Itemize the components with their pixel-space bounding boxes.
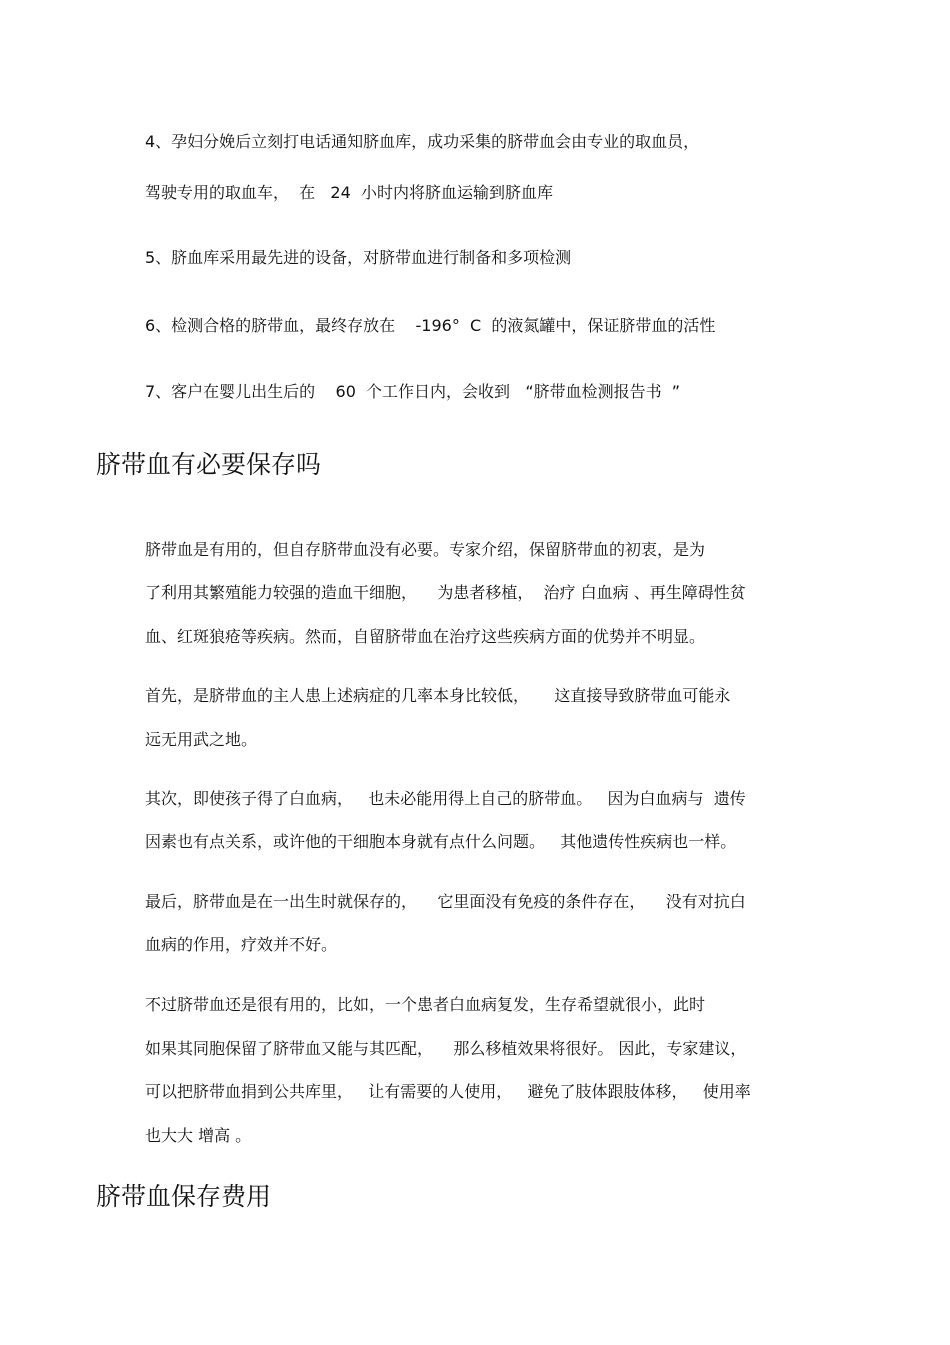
step-4-line-1: 4、孕妇分娩后立刻打电话通知脐血库，成功采集的脐带血会由专业的取血员， (145, 132, 700, 151)
paragraph-line: 血、红斑狼疮等疾病。然而，自留脐带血在治疗这些疾病方面的优势并不明显。 (145, 627, 706, 646)
paragraph-line: 不过脐带血还是很有用的，比如，一个患者白血病复发，生存希望就很小，此时 (145, 995, 706, 1014)
step-6-line: 6、检测合格的脐带血，最终存放在 -196° C 的液氮罐中，保证脐带血的活性 (145, 316, 716, 335)
paragraph-line: 其次，即使孩子得了白血病， 也未必能用得上自己的脐带血。 因为白血病与 遗传 (145, 789, 746, 808)
paragraph-line: 如果其同胞保留了脐带血又能与其匹配， 那么移植效果将很好。 因此，专家建议， (145, 1039, 747, 1058)
paragraph-line: 脐带血是有用的，但自存脐带血没有必要。专家介绍，保留脐带血的初衷，是为 (145, 540, 706, 559)
section-heading-cost: 脐带血保存费用 (96, 1182, 272, 1211)
paragraph-line: 血病的作用，疗效并不好。 (145, 935, 338, 954)
paragraph-line: 了利用其繁殖能力较强的造血干细胞， 为患者移植， 治疗 白血病 、再生障碍性贫 (145, 583, 746, 602)
paragraph-line: 最后，脐带血是在一出生时就保存的， 它里面没有免疫的条件存在， 没有对抗白 (145, 892, 746, 911)
paragraph-line: 远无用武之地。 (145, 730, 258, 749)
paragraph-line: 可以把脐带血捐到公共库里， 让有需要的人使用， 避免了肢体跟肢体移， 使用率 (145, 1082, 751, 1101)
paragraph-line: 因素也有点关系，或许他的干细胞本身就有点什么问题。 其他遗传性疾病也一样。 (145, 832, 737, 851)
step-4-line-2: 驾驶专用的取血车， 在 24 小时内将脐血运输到脐血库 (145, 183, 553, 202)
step-7-line: 7、客户在婴儿出生后的 60 个工作日内，会收到 “脐带血检测报告书 ” (145, 382, 681, 401)
section-heading-necessity: 脐带血有必要保存吗 (96, 450, 322, 479)
step-5-line: 5、脐血库采用最先进的设备，对脐带血进行制备和多项检测 (145, 248, 572, 267)
paragraph-line: 首先，是脐带血的主人患上述病症的几率本身比较低， 这直接导致脐带血可能永 (145, 686, 731, 705)
paragraph-line: 也大大 增高 。 (145, 1126, 252, 1145)
